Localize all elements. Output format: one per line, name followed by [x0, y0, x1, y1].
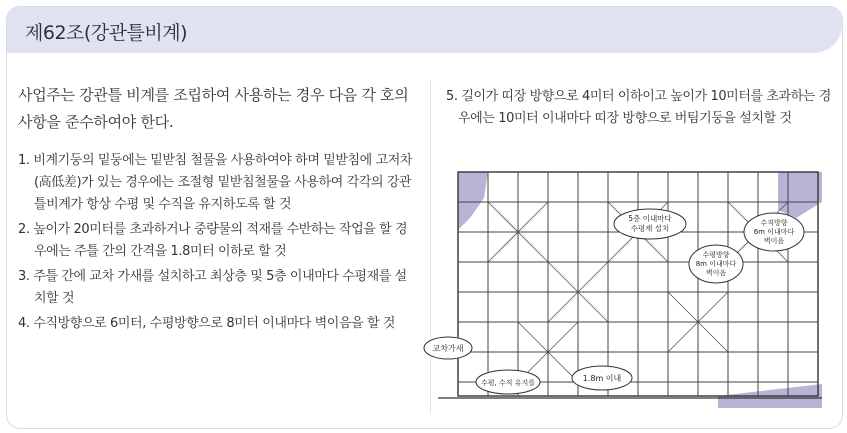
callout-text: 수직방향 [760, 219, 788, 227]
callout-text: 5층 이내마다 [628, 214, 672, 223]
callout-text: 1.8m 이내 [582, 374, 622, 383]
list-item: 4. 수직방향으로 6미터, 수평방향으로 8미터 이내마다 벽이음을 할 것 [18, 316, 396, 331]
callout-vertical-tie [744, 213, 804, 251]
callout-text: 교차가새 [432, 344, 464, 353]
callout-text: 수평재 설치 [630, 224, 670, 233]
callout-horizontal-member [614, 209, 686, 239]
building-shade [778, 172, 822, 218]
callout-jack-base [476, 370, 540, 394]
callout-cross-brace [424, 337, 472, 359]
callout-text: 8m 이내마다 [695, 260, 737, 268]
callout-horizontal-tie [689, 245, 743, 283]
intro-paragraph: 사업주는 강관틀 비계를 조립하여 사용하는 경우 다음 각 호의 사항을 준수하여야 한다. [18, 86, 409, 131]
callout-text: 수평방향 [702, 251, 730, 259]
callout-text: 벽이음 [705, 269, 727, 277]
scaffold-grid [458, 172, 818, 396]
building-shade [458, 172, 488, 230]
list-item: 5. 길이가 띠장 방향으로 4미터 이하이고 높이가 10미터를 초과하는 경우에는 10미터 이내마다 띠장 방향으로 버팀기둥을 설치할 것 [446, 89, 831, 126]
list-item: 2. 높이가 20미터를 초과하거나 중량물의 적재를 수반하는 작업을 할 경우에는 주틀 간의 간격을 1.8미터 이하로 할 것 [18, 222, 408, 259]
regulation-list [18, 150, 418, 338]
list-item: 1. 비계기둥의 밑둥에는 밑받침 철물을 사용하여야 하며 밑받침에 고저차(高低差)가 있는 경우에는 조절형 밑받침철물을 사용하여 각각의 강관틀비계가 항상 수평 및 수직을 유지하도록 할 것 [18, 153, 413, 212]
section-header [7, 7, 842, 53]
callout-text: 벽이음 [763, 237, 785, 245]
callout-text: 수평, 수직 유지를 [480, 379, 536, 387]
list-item: 3. 주틀 간에 교차 가새를 설치하고 최상층 및 5층 이내마다 수평재를 설치할 것 [18, 269, 407, 306]
scaffold-illustration [418, 158, 828, 408]
callout-text: 6m 이내마다 [753, 228, 795, 236]
section-title: 제62조(강관틀비계) [25, 22, 187, 44]
callout-spacing [572, 366, 632, 390]
